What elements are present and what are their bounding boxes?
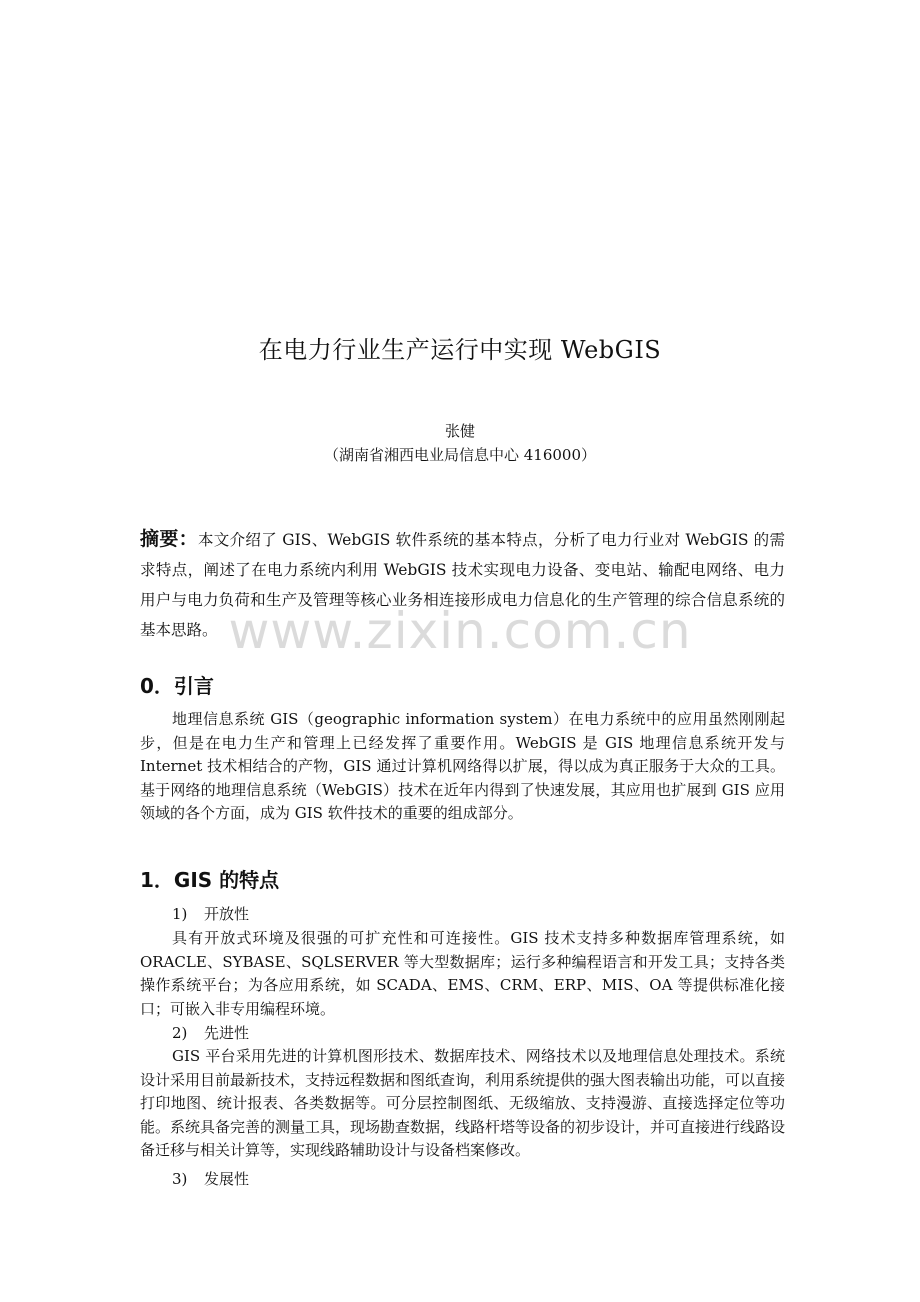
abstract-label: 摘要： [140, 528, 198, 550]
item-1-label: 开放性 [204, 905, 250, 923]
author-affiliation: （湖南省湘西电业局信息中心 416000） [323, 446, 597, 464]
item-1-paragraph: 具有开放式环境及很强的可扩充性和可连接性。GIS 技术支持多种数据库管理系统，如 ORACLE、SYBASE、SQLSERVER 等大型数据库；运行多种编程语言和开发工具；支持各类操作系统平台；为各应用系统，如 SCADA、EMS、CRM、ERP、MIS、OA 等提供标准化接口；可嵌入非专用编程环境。 [140, 929, 785, 1018]
item-3-label: 发展性 [204, 1170, 250, 1188]
item-2-heading [172, 1022, 249, 1043]
item-1-heading [172, 903, 249, 924]
author-name: 张健 [444, 422, 475, 440]
item-2-label: 先进性 [204, 1024, 250, 1042]
item-3-heading [172, 1168, 249, 1189]
abstract-text: 本文介绍了 GIS、WebGIS 软件系统的基本特点，分析了电力行业对 WebGIS 的需求特点，阐述了在电力系统内利用 WebGIS 技术实现电力设备、变电站、输配电网络、电力用户与电力负荷和生产及管理等核心业务相连接形成电力信息化的生产管理的综合信息系统的基本思路。 [140, 531, 785, 639]
item-1-number: 1) [172, 905, 188, 923]
section-0-heading: 0．引言 [140, 674, 214, 698]
section-1-heading: 1．GIS 的特点 [140, 868, 280, 892]
watermark: www.zixin.com.cn [228, 602, 692, 660]
item-2-number: 2) [172, 1024, 188, 1042]
item-3-number: 3) [172, 1170, 188, 1188]
abstract [140, 524, 785, 645]
section-0-paragraph: 地理信息系统 GIS（geographic information system）在电力系统中的应用虽然刚刚起步，但是在电力生产和管理上已经发挥了重要作用。WebGIS 是 GIS 地理信息系统开发与 Internet 技术相结合的产物，GIS 通过计算机网络得以扩展，得以成为真正服务于大众的工具。基于网络的地理信息系统（WebGIS）技术在近年内得到了快速发展，其应用也扩展到 GIS 应用领域的各个方面，成为 GIS 软件技术的重要的组成部分。 [140, 710, 785, 822]
document-title: 在电力行业生产运行中实现 WebGIS [258, 336, 662, 364]
item-2-paragraph: GIS 平台采用先进的计算机图形技术、数据库技术、网络技术以及地理信息处理技术。系统设计采用目前最新技术，支持远程数据和图纸查询，利用系统提供的强大图表输出功能，可以直接打印地图、统计报表、各类数据等。可分层控制图纸、无级缩放、支持漫游、直接选择定位等功能。系统具备完善的测量工具，现场勘查数据，线路杆塔等设备的初步设计，并可直接进行线路设备迁移与相关计算等，实现线路辅助设计与设备档案修改。 [140, 1047, 786, 1159]
